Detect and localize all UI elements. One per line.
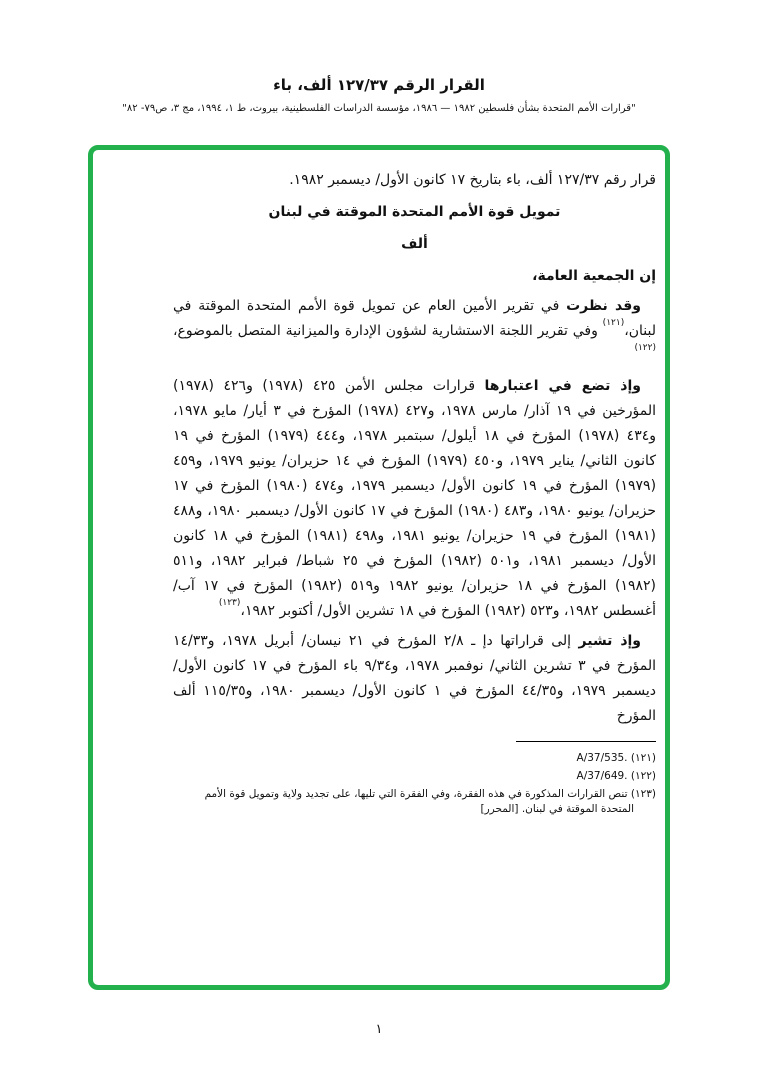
footnote-text: تنص القرارات المذكورة في هذه الفقرة، وفي الفقرة التي تليها، على تجديد ولاية وتمويل قوة الأمم المتحدة الموقتة في لبنان. [المحرر] <box>204 788 634 815</box>
footnote-item <box>173 787 656 817</box>
paragraph-text: وفي تقرير اللجنة الاستشارية لشؤون الإدارة والميزانية المتصل بالموضوع، <box>173 323 603 339</box>
section-letter: ألف <box>401 236 428 252</box>
paragraph-recalling <box>173 629 656 729</box>
footnote-ref-121: (١٢١) <box>602 318 625 329</box>
paragraph-lead: وإذ تضع في اعتبارها <box>484 378 641 394</box>
opening-phrase: إن الجمعية العامة، <box>532 268 656 284</box>
footnote-text: A/37/649. <box>576 770 628 782</box>
footnote-marker: (١٢٣) <box>630 788 656 800</box>
page-title: القرار الرقم ١٢٧/٣٧ ألف، باء <box>273 76 485 94</box>
resolution-box <box>88 145 670 990</box>
footnote-ref-123: (١٢٣) <box>218 598 241 609</box>
footnote-text: A/37/535. <box>576 752 628 764</box>
page-number: ١ <box>375 1022 383 1037</box>
paragraph-text: إلى قراراتها دإ ـ ٢/٨ المؤرخ في ٢١ نيسان/ أبريل ١٩٧٨، و١٤/٣٣ المؤرخ في ٣ تشرين الثاني/ نوفمبر ١٩٧٨، و٩/٣٤ باء المؤرخ في ١٧ كانون الأول/ ديسمبر ١٩٧٩، و٤٤/٣٥ المؤرخ في ١ كانون الأول/ ديسمبر ١٩٨٠، و١١٥/٣٥ ألف المؤرخ <box>173 633 657 724</box>
footnote-separator <box>516 741 656 742</box>
footnote-item <box>173 751 656 766</box>
paragraph-text: قرارات مجلس الأمن ٤٢٥ (١٩٧٨) و٤٢٦ (١٩٧٨) المؤرخين في ١٩ آذار/ مارس ١٩٧٨، و٤٢٧ (١٩٧٨) المؤرخ في ٣ أيار/ مايو ١٩٧٨، و٤٣٤ (١٩٧٨) المؤرخ في ١٨ أيلول/ سبتمبر ١٩٧٨، و٤٤٤ (١٩٧٩) المؤرخ في ١٩ كانون الثاني/ يناير ١٩٧٩، و٤٥٠ (١٩٧٩) المؤرخ في ١٤ حزيران/ يونيو ١٩٧٩، و٤٥٩ (١٩٧٩) المؤرخ في ١٩ كانون الأول/ ديسمبر ١٩٧٩، و٤٧٤ (١٩٨٠) المؤرخ في ١٧ حزيران/ يونيو ١٩٨٠، و٤٨٣ (١٩٨٠) المؤرخ في ١٧ كانون الأول/ ديسمبر ١٩٨٠، و٤٨٨ (١٩٨١) المؤرخ في ١٩ حزيران/ يونيو ١٩٨١، و٤٩٨ (١٩٨١) المؤرخ في ١٨ كانون الأول/ ديسمبر ١٩٨١، و٥٠١ (١٩٨٢) المؤرخ في ٢٥ شباط/ فبراير ١٩٨٢، و٥١١ (١٩٨٢) المؤرخ في ١٨ حزيران/ يونيو ١٩٨٢ و٥١٩ (١٩٨٢) المؤرخ في ١٧ آب/ أغسطس ١٩٨٢، و٥٢٣ (١٩٨٢) المؤرخ في ١٨ تشرين الأول/ أكتوبر ١٩٨٢، <box>173 378 657 619</box>
paragraph-having-considered <box>173 294 656 369</box>
paragraph-lead: وإذ تشير <box>578 633 641 649</box>
footnote-item <box>173 769 656 784</box>
resolution-subject: تمويل قوة الأمم المتحدة الموقتة في لبنان <box>268 204 561 220</box>
paragraph-text: في تقرير الأمين العام عن تمويل قوة الأمم المتحدة الموقتة في لبنان، <box>173 298 656 339</box>
paragraph-bearing-in-mind <box>173 374 656 624</box>
resolution-title: قرار رقم ١٢٧/٣٧ ألف، باء بتاريخ ١٧ كانون الأول/ ديسمبر ١٩٨٢. <box>289 172 656 188</box>
footnote-marker: (١٢١) <box>630 752 656 764</box>
footnote-ref-122: (١٢٢) <box>634 343 656 354</box>
source-citation: "قرارات الأمم المتحدة بشأن فلسطين ١٩٨٢ — ١٩٨٦، مؤسسة الدراسات الفلسطينية، بيروت، ط ١، ١٩٩٤، مج ٣، ص٧٩- ٨٢" <box>122 103 636 114</box>
paragraph-lead: وقد نظرت <box>566 298 641 314</box>
footnote-marker: (١٢٢) <box>630 770 656 782</box>
footnotes-section <box>173 751 656 817</box>
